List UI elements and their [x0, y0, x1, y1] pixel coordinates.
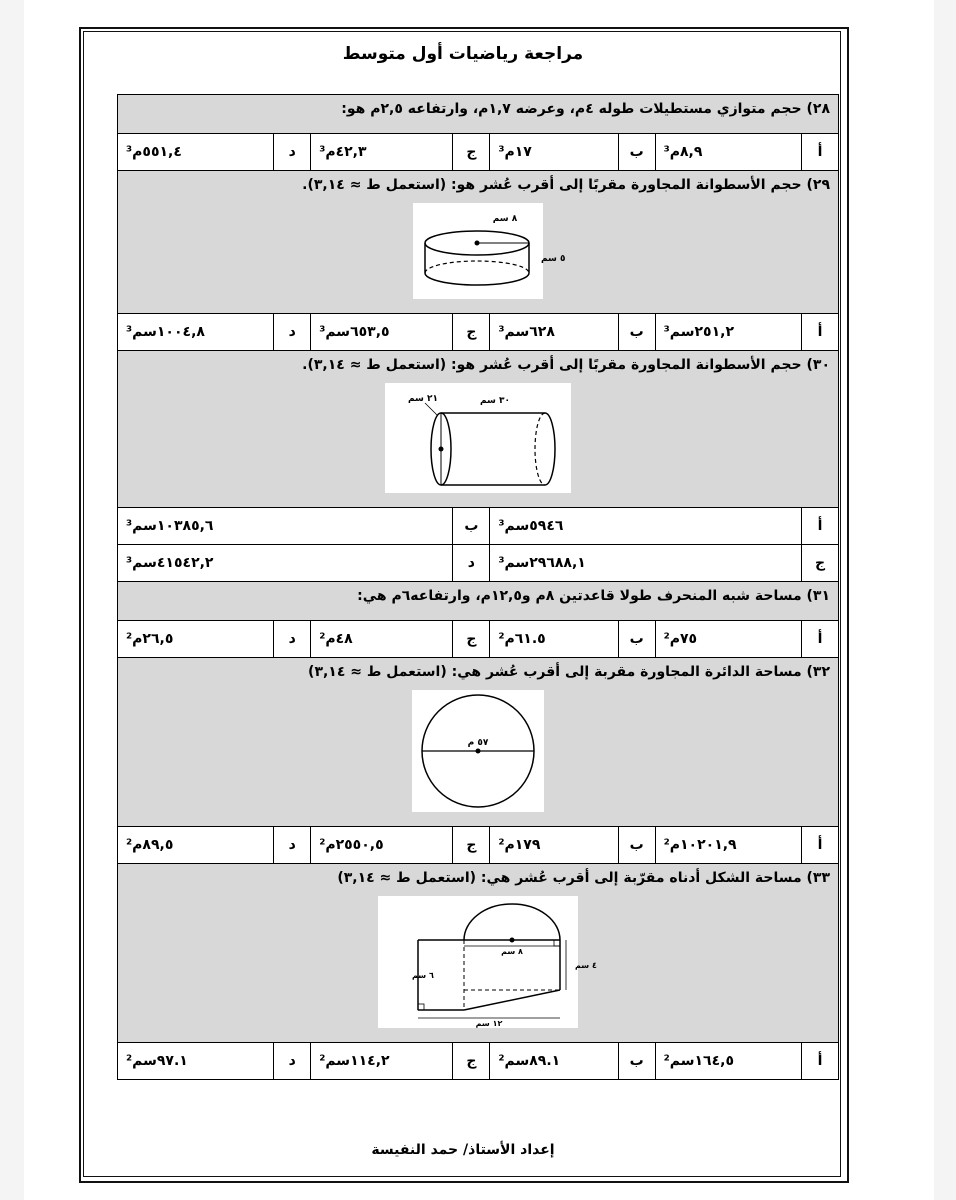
q31-choice-c[interactable]: ٤٨م² [311, 621, 453, 658]
choice-letter-b: ب [618, 134, 655, 171]
composite-figure-33 [378, 896, 597, 1028]
question-32-row [118, 658, 839, 827]
choice-letter-c: ج [453, 1043, 490, 1080]
q32-choice-b[interactable]: ١٧٩م² [490, 827, 618, 864]
question-30-row [118, 351, 839, 508]
cylinder-figure-30 [385, 383, 571, 493]
choice-letter-a: أ [802, 314, 839, 351]
q31-choice-b[interactable]: ٦١.٥م² [490, 621, 618, 658]
q33-choice-d[interactable]: ٩٧.١سم² [118, 1043, 274, 1080]
question-30-cell [118, 351, 839, 508]
q30-choice-a[interactable]: ٥٩٤٦سم³ [490, 508, 802, 545]
bottom-label: ١٢ سم [475, 1019, 503, 1028]
q33-choice-b[interactable]: ٨٩.١سم² [490, 1043, 618, 1080]
cylinder-figure-29 [413, 203, 566, 299]
q29-choice-a[interactable]: ٢٥١,٢سم³ [655, 314, 801, 351]
left-label: ٦ سم [412, 971, 434, 980]
top-label: ٨ سم [501, 947, 523, 956]
circle-figure-32 [412, 690, 544, 812]
choice-letter-a: أ [802, 134, 839, 171]
question-29-text: ٢٩) حجم الأسطوانة المجاورة مقربًا إلى أقرب عُشر هو: (استعمل ط ≈ ٣,١٤). [302, 177, 830, 193]
question-32-text: ٣٢) مساحة الدائرة المجاورة مقربة إلى أقرب عُشر هي: (استعمل ط ≈ ٣,١٤) [308, 664, 830, 680]
question-28-text: ٢٨) حجم متوازي مستطيلات طوله ٤م، وعرضه ١,٧م، وارتفاعه ٢,٥م هو: [118, 95, 839, 134]
q30-choice-c[interactable]: ٢٩٦٨٨,١سم³ [490, 545, 802, 582]
length-label: ٣٠ سم [479, 396, 511, 406]
question-29-answers [118, 314, 839, 351]
question-33-row [118, 864, 839, 1043]
choice-letter-a: أ [802, 621, 839, 658]
q29-choice-d[interactable]: ١٠٠٤,٨سم³ [118, 314, 274, 351]
q30-choice-b[interactable]: ١٠٣٨٥,٦سم³ [118, 508, 453, 545]
q31-choice-d[interactable]: ٢٦,٥م² [118, 621, 274, 658]
q33-choice-c[interactable]: ١١٤,٢سم² [311, 1043, 453, 1080]
q32-choice-d[interactable]: ٨٩,٥م² [118, 827, 274, 864]
choice-letter-a: أ [802, 1043, 839, 1080]
question-29-row [118, 171, 839, 314]
choice-letter-b: ب [453, 508, 490, 545]
choice-letter-c: ج [453, 314, 490, 351]
choice-letter-b: ب [618, 621, 655, 658]
q29-choice-c[interactable]: ٦٥٣,٥سم³ [311, 314, 453, 351]
questions-table [117, 94, 839, 1080]
question-33-answers [118, 1043, 839, 1080]
right-label: ٤ سم [575, 961, 597, 970]
question-32-answers [118, 827, 839, 864]
question-33-text: ٣٣) مساحة الشكل أدناه مقرّبة إلى أقرب عُشر هي: (استعمل ط ≈ ٣,١٤) [337, 870, 830, 886]
choice-letter-d: د [274, 134, 311, 171]
q28-choice-b[interactable]: ١٧م³ [490, 134, 618, 171]
choice-letter-d: د [274, 827, 311, 864]
height-label: ٥ سم [541, 254, 566, 264]
choice-letter-b: ب [618, 1043, 655, 1080]
choice-letter-c: ج [453, 827, 490, 864]
choice-letter-d: د [453, 545, 490, 582]
choice-letter-a: أ [802, 827, 839, 864]
choice-letter-b: ب [618, 827, 655, 864]
q32-choice-a[interactable]: ١٠٢٠١,٩م² [655, 827, 801, 864]
question-32-cell [118, 658, 839, 827]
choice-letter-d: د [274, 1043, 311, 1080]
question-29-cell [118, 171, 839, 314]
q32-choice-c[interactable]: ٢٥٥٠,٥م² [311, 827, 453, 864]
question-31-answers [118, 621, 839, 658]
radius-label: ٨ سم [492, 214, 518, 224]
question-33-cell [118, 864, 839, 1043]
q29-choice-b[interactable]: ٦٢٨سم³ [490, 314, 618, 351]
diameter-label: ٢١ سم [407, 394, 439, 404]
question-30-answers-2 [118, 545, 839, 582]
q33-choice-a[interactable]: ١٦٤,٥سم² [655, 1043, 801, 1080]
choice-letter-b: ب [618, 314, 655, 351]
q31-choice-a[interactable]: ٧٥م² [655, 621, 801, 658]
question-31-row [118, 582, 839, 621]
choice-letter-c: ج [802, 545, 839, 582]
choice-letter-c: ج [453, 134, 490, 171]
choice-letter-d: د [274, 621, 311, 658]
question-31-text: ٣١) مساحة شبه المنحرف طولا قاعدتين ٨م و١٢,٥م، وارتفاعه٦م هي: [118, 582, 839, 621]
q28-choice-a[interactable]: ٨,٩م³ [655, 134, 801, 171]
diameter-label: ٥٧ م [467, 738, 489, 748]
author-credit: إعداد الأستاذ/ حمد النفيسة [371, 1142, 555, 1158]
choice-letter-c: ج [453, 621, 490, 658]
question-30-answers-1 [118, 508, 839, 545]
question-28-answers [118, 134, 839, 171]
choice-letter-a: أ [802, 508, 839, 545]
choice-letter-d: د [274, 314, 311, 351]
q28-choice-c[interactable]: ٤٢,٣م³ [311, 134, 453, 171]
question-30-text: ٣٠) حجم الأسطوانة المجاورة مقربًا إلى أقرب عُشر هو: (استعمل ط ≈ ٣,١٤). [302, 357, 830, 373]
question-28-row [118, 95, 839, 134]
q30-choice-d[interactable]: ٤١٥٤٢,٢سم³ [118, 545, 453, 582]
q28-choice-d[interactable]: ٥٥١,٤م³ [118, 134, 274, 171]
page-title: مراجعة رياضيات أول متوسط [342, 44, 584, 64]
